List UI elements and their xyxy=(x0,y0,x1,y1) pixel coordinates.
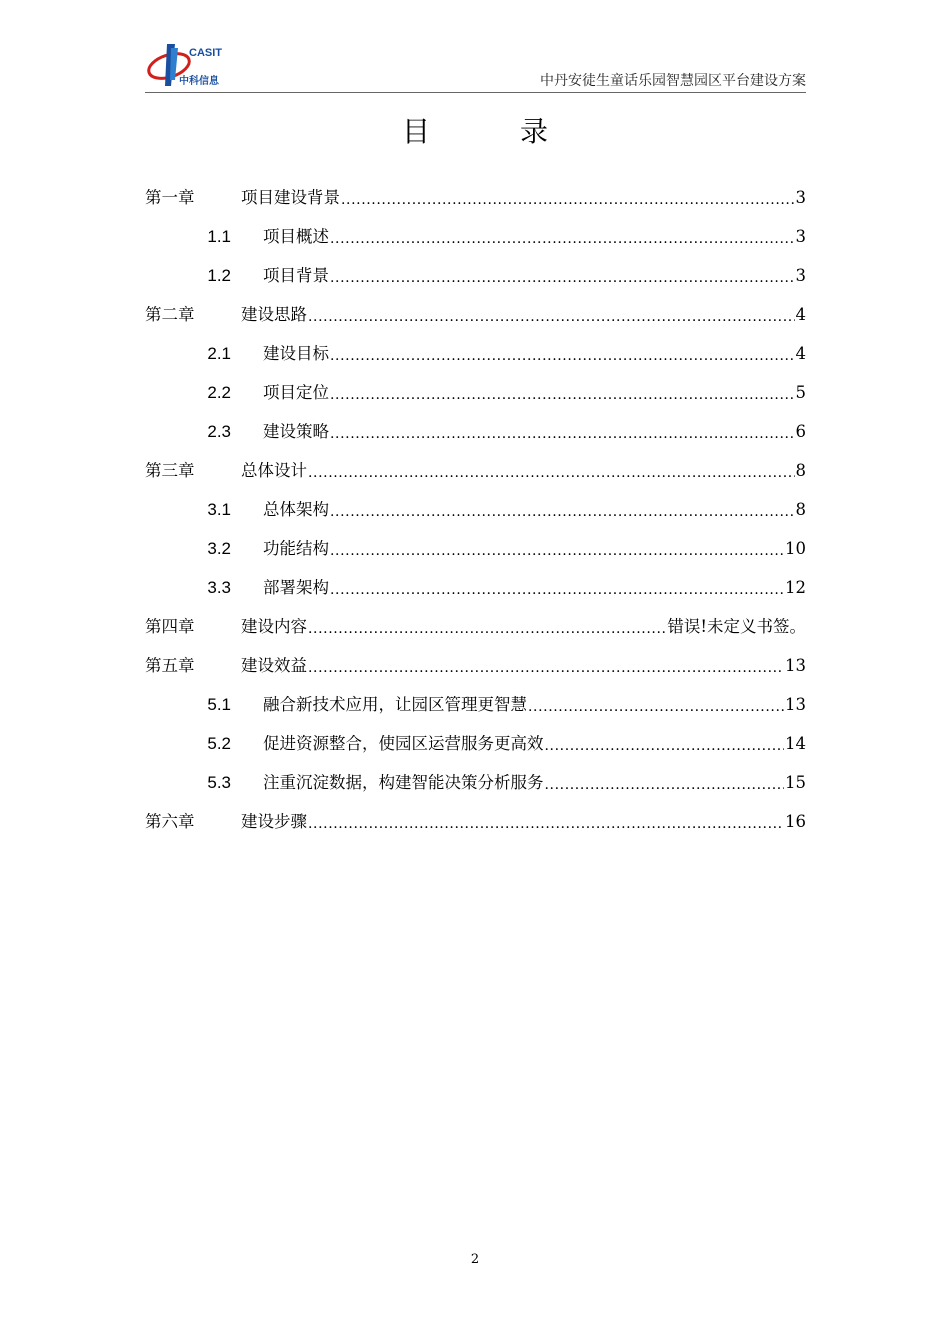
toc-entry-title: 融合新技术应用，让园区管理更智慧 xyxy=(263,695,527,714)
toc-entry-chapter-6[interactable] xyxy=(145,810,806,834)
toc-entry-title: 项目概述 xyxy=(263,227,329,246)
toc-entry-chapter-3[interactable] xyxy=(145,459,806,483)
toc-leader-dots xyxy=(330,225,795,249)
toc-entry-title: 建设策略 xyxy=(263,422,329,441)
toc-leader-dots xyxy=(330,342,795,366)
toc-heading-left: 目 xyxy=(401,115,430,148)
toc-leader-dots xyxy=(330,537,784,561)
toc-entry-number: 第二章 xyxy=(145,305,195,324)
toc-entry-page: 13 xyxy=(785,695,806,714)
toc-entry-page: 5 xyxy=(795,383,806,402)
toc-entry-section-2-1[interactable] xyxy=(145,342,806,366)
toc-entry-section-5-1[interactable] xyxy=(145,693,806,717)
toc-entry-section-1-1[interactable] xyxy=(145,225,806,249)
toc-leader-dots xyxy=(330,576,784,600)
header-divider xyxy=(145,92,806,93)
toc-entry-title: 项目定位 xyxy=(263,383,329,402)
toc-entry-number: 2.2 xyxy=(207,383,231,402)
toc-leader-dots xyxy=(330,264,795,288)
logo-text: CASIT xyxy=(189,47,222,59)
toc-entry-number: 1.2 xyxy=(207,266,231,285)
toc-entry-number: 3.2 xyxy=(207,539,231,558)
toc-leader-dots xyxy=(308,810,784,834)
toc-entry-number: 第三章 xyxy=(145,461,195,480)
toc-leader-dots xyxy=(330,420,795,444)
toc-entry-page: 8 xyxy=(795,461,806,480)
toc-entry-title: 总体设计 xyxy=(241,461,307,480)
toc-entry-chapter-4[interactable] xyxy=(145,615,806,639)
toc-leader-dots xyxy=(308,459,795,483)
toc-entry-number: 2.3 xyxy=(207,422,231,441)
toc-entry-chapter-5[interactable] xyxy=(145,654,806,678)
toc-entry-page: 13 xyxy=(785,656,806,675)
toc-entry-section-1-2[interactable] xyxy=(145,264,806,288)
casit-logo-graphic xyxy=(145,40,225,88)
toc-entry-page: 8 xyxy=(795,500,806,519)
toc-entry-title: 建设步骤 xyxy=(241,812,307,831)
toc-entry-title: 项目背景 xyxy=(263,266,329,285)
toc-entry-chapter-1[interactable] xyxy=(145,186,806,210)
toc-heading-right: 录 xyxy=(520,115,549,148)
toc-leader-dots xyxy=(545,771,785,795)
toc-entry-title: 总体架构 xyxy=(263,500,329,519)
toc-entry-page: 10 xyxy=(785,539,806,558)
toc-leader-dots xyxy=(341,186,795,210)
toc-entry-page: 14 xyxy=(785,734,806,753)
toc-entry-section-5-2[interactable] xyxy=(145,732,806,756)
toc-leader-dots xyxy=(330,498,795,522)
toc-entry-title: 项目建设背景 xyxy=(241,188,340,207)
toc-entry-section-2-3[interactable] xyxy=(145,420,806,444)
toc-entry-number: 3.3 xyxy=(207,578,231,597)
toc-leader-dots xyxy=(528,693,784,717)
toc-entry-section-3-1[interactable] xyxy=(145,498,806,522)
toc-entry-page: 错误!未定义书签。 xyxy=(667,617,806,636)
toc-entry-title: 建设效益 xyxy=(241,656,307,675)
toc-entry-number: 3.1 xyxy=(207,500,231,519)
toc-entry-number: 1.1 xyxy=(207,227,231,246)
toc-entry-number: 5.3 xyxy=(207,773,231,792)
toc-entry-page: 3 xyxy=(795,188,806,207)
toc-entry-title: 部署架构 xyxy=(263,578,329,597)
logo-subtext: 中科信息 xyxy=(179,76,219,87)
toc-entry-title: 促进资源整合，使园区运营服务更高效 xyxy=(263,734,544,753)
toc-entry-number: 第一章 xyxy=(145,188,195,207)
toc-entry-number: 第四章 xyxy=(145,617,195,636)
toc-entry-section-3-2[interactable] xyxy=(145,537,806,561)
toc-entry-page: 3 xyxy=(795,227,806,246)
toc-entry-title: 注重沉淀数据，构建智能决策分析服务 xyxy=(263,773,544,792)
toc-entry-section-5-3[interactable] xyxy=(145,771,806,795)
casit-logo xyxy=(145,40,225,88)
toc-leader-dots xyxy=(308,303,795,327)
toc-entry-title: 功能结构 xyxy=(263,539,329,558)
toc-leader-dots xyxy=(308,615,666,639)
toc-leader-dots xyxy=(330,381,795,405)
toc-entry-number: 第五章 xyxy=(145,656,195,675)
toc-entry-page: 6 xyxy=(795,422,806,441)
toc-entry-page: 4 xyxy=(795,344,806,363)
toc-entry-page: 3 xyxy=(795,266,806,285)
toc-entry-number: 2.1 xyxy=(207,344,231,363)
toc-entry-number: 第六章 xyxy=(145,812,195,831)
toc-entry-title: 建设内容 xyxy=(241,617,307,636)
toc-heading xyxy=(0,110,950,150)
toc-entry-page: 15 xyxy=(785,773,806,792)
toc-entry-title: 建设目标 xyxy=(263,344,329,363)
toc-entry-page: 12 xyxy=(785,578,806,597)
toc-entry-number: 5.2 xyxy=(207,734,231,753)
toc-entry-number: 5.1 xyxy=(207,695,231,714)
toc-entry-page: 4 xyxy=(795,305,806,324)
toc-entry-page: 16 xyxy=(785,812,806,831)
toc-entry-title: 建设思路 xyxy=(241,305,307,324)
page-number: 2 xyxy=(470,1252,480,1267)
toc-entry-chapter-2[interactable] xyxy=(145,303,806,327)
toc-leader-dots xyxy=(545,732,785,756)
document-header-title: 中丹安徒生童话乐园智慧园区平台建设方案 xyxy=(540,73,806,89)
toc-leader-dots xyxy=(308,654,784,678)
toc-entry-section-3-3[interactable] xyxy=(145,576,806,600)
toc-entry-section-2-2[interactable] xyxy=(145,381,806,405)
